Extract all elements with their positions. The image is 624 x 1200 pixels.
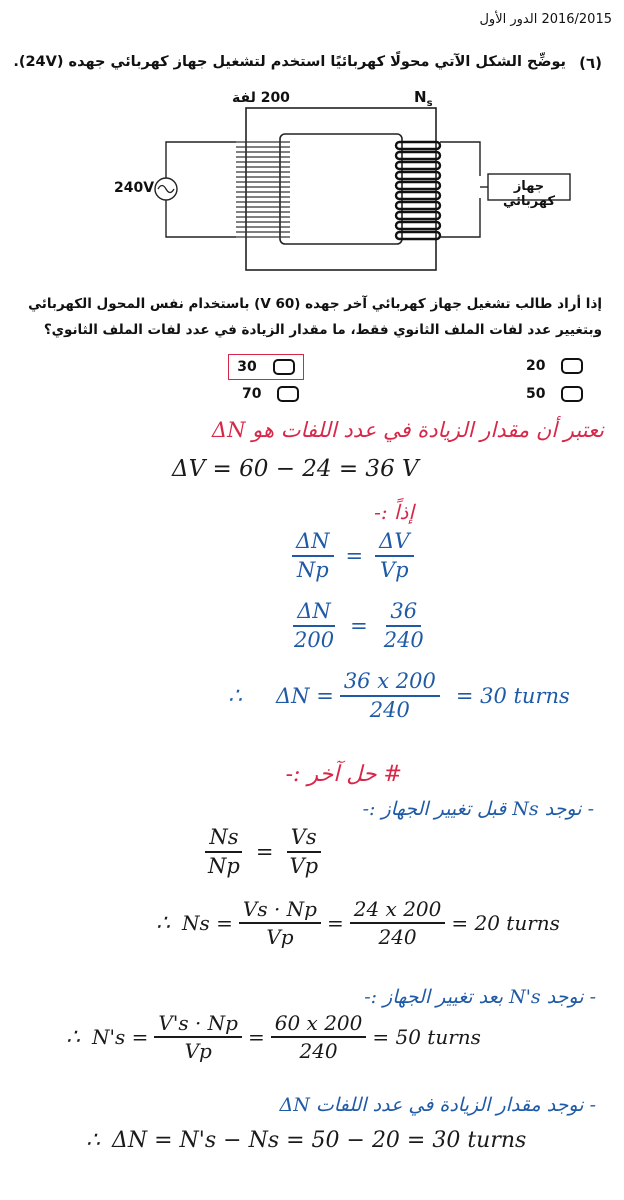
secondary-symbol: N [414, 88, 427, 106]
fraction-vs-vp: $\frac{Vs}{Vp}$ [285, 826, 322, 878]
option-70-checkbox[interactable] [277, 386, 299, 402]
option-20-checkbox[interactable] [561, 358, 583, 374]
alt-step2: - نوجد N's بعد تغيير الجهاز :- [364, 986, 596, 1008]
fraction-dn-200: $\frac{\Delta N}{200}$ [294, 599, 335, 653]
delta-v-equation: ΔV = 60 − 24 = 36 V [172, 456, 419, 482]
option-30-checkbox[interactable] [273, 359, 295, 375]
secondary-subscript: s [426, 98, 433, 109]
fraction-dn-np: $\frac{\Delta N}{Np}$ [292, 530, 334, 582]
therefore-symbol-3: ∴ [66, 1024, 78, 1050]
option-30-value: 30 [237, 359, 257, 375]
solution-intro: نعتبر أن مقدار الزيادة في عدد اللفات هو ΔN [211, 418, 604, 442]
alt-step3: - نوجد مقدار الزيادة في عدد اللفات ΔN [279, 1094, 596, 1116]
therefore-symbol-2: ∴ [156, 910, 168, 936]
delta-n-final-equation: ∴ ΔN = N's − Ns = 50 − 20 = 30 turns [86, 1128, 527, 1153]
fraction-24x200-240: $\frac{24 x 200}{240}$ [350, 898, 446, 948]
primary-turns-label: 200 لفة [232, 90, 290, 106]
ns-result-equation: ∴ Ns = $\frac{Vs \cdot Np}{Vp}$ = $\frac{24 x 200}{240}$ = 20 turns [156, 897, 560, 949]
ratio-equation: $\frac{\Delta N}{Np}$ = $\frac{\Delta V}{Vp}$ [286, 530, 420, 582]
substituted-equation: $\frac{\Delta N}{200}$ = $\frac{36}{240}$ [284, 600, 434, 652]
fraction-vsnp-vp: $\frac{Vs \cdot Np}{Vp}$ [239, 898, 321, 948]
question-body-line1: إذا أراد طالب تشغيل جهاز كهربائي آخر جهده (60 V) باستخدام نفس المحول الكهربائي [28, 296, 602, 312]
therefore-symbol: ∴ [228, 683, 240, 709]
therefore-symbol-4: ∴ [86, 1128, 98, 1153]
question-body-line2: وبتغيير عدد لفات الملف الثانوي فقط، ما مقدار الزيادة في عدد لفات الملف الثانوي؟ [43, 322, 602, 338]
option-20[interactable] [526, 358, 583, 374]
option-50-value: 50 [526, 386, 546, 402]
fraction-36x200-240: $\frac{36 x 200}{240}$ [340, 670, 440, 722]
secondary-turns-label [414, 88, 433, 109]
option-70-value: 70 [242, 386, 262, 402]
result-equation: ∴ ΔN = $\frac{36 x 200}{240}$ = 30 turns [228, 669, 570, 723]
fraction-36-240: $\frac{36}{240}$ [383, 599, 424, 653]
alt-step1: - نوجد Ns قبل تغيير الجهاز :- [362, 798, 594, 820]
question-number: (٦) [579, 54, 602, 72]
fraction-60x200-240: $\frac{60 x 200}{240}$ [271, 1012, 367, 1062]
option-50[interactable] [526, 386, 583, 402]
fraction-dv-vp: $\frac{\Delta V}{Vp}$ [375, 530, 413, 582]
alternative-solution-title: # حل آخر :- [285, 762, 402, 787]
primary-coil [236, 142, 290, 237]
fraction-ns-np: $\frac{Ns}{Np}$ [204, 826, 244, 878]
fraction-vsprime-np-vp: $\frac{V's \cdot Np}{Vp}$ [154, 1012, 242, 1062]
therefore-label: إذاً :- [374, 500, 414, 524]
ns-ratio-equation: $\frac{Ns}{Np}$ = $\frac{Vs}{Vp}$ [198, 826, 328, 878]
option-30[interactable] [228, 354, 304, 380]
question-intro: يوضِّح الشكل الآتي محولًا كهربائيًا استخدم لتشغيل جهاز كهربائي جهده (24V). [13, 54, 566, 70]
ns-prime-result-equation: ∴ N's = $\frac{V's \cdot Np}{Vp}$ = $\frac{60 x 200}{240}$ = 50 turns [66, 1011, 481, 1063]
option-70[interactable] [242, 386, 299, 402]
source-voltage-label: 240V [114, 180, 155, 196]
option-20-value: 20 [526, 358, 546, 374]
device-label: جهاز كهربائي [502, 179, 556, 209]
exam-session-header: 2016/2015 الدور الأول [479, 12, 612, 27]
option-50-checkbox[interactable] [561, 386, 583, 402]
